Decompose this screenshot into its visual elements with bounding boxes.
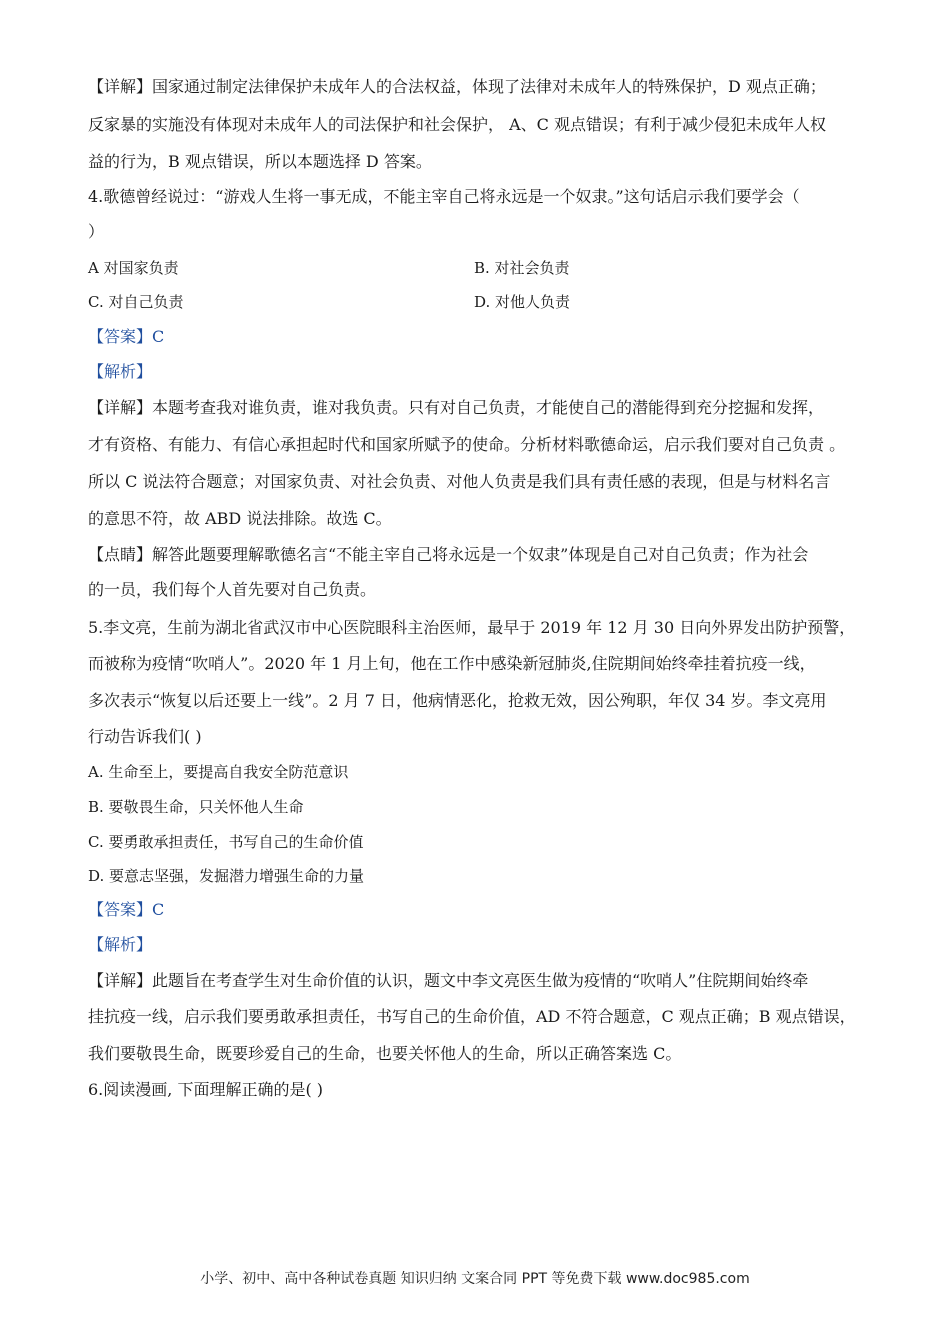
- q4-detail-line: 所以 C 说法符合题意；对国家负责、对社会负责、对他人负责是我们具有责任感的表现，但是与材料名言: [88, 472, 831, 491]
- q5-option-c: C. 要勇敢承担责任，书写自己的生命价值: [88, 833, 364, 851]
- q6-stem-line: 6.阅读漫画, 下面理解正确的是( ): [88, 1080, 324, 1099]
- q3-detail-line: 反家暴的实施没有体现对未成年人的司法保护和社会保护， A、C 观点错误；有利于减少侵犯未成年人权: [88, 115, 826, 134]
- q5-detail-line: 【详解】此题旨在考查学生对生命价值的认识，题文中李文亮医生做为疫情的“吹哨人”住院期间始终牵: [88, 971, 809, 990]
- q4-answer: 【答案】C: [88, 327, 165, 346]
- q3-detail-line: 【详解】国家通过制定法律保护未成年人的合法权益，体现了法律对未成年人的特殊保护，D 观点正确；: [88, 77, 826, 96]
- q4-stem-line: 4.歌德曾经说过：“游戏人生将一事无成，不能主宰自己将永远是一个奴隶。”这句话启示我们要学会（: [88, 187, 800, 206]
- q5-analysis-label: 【解析】: [88, 935, 153, 954]
- q5-answer: 【答案】C: [88, 900, 165, 919]
- q5-option-a: A. 生命至上，要提高自我安全防范意识: [88, 763, 349, 781]
- q4-option-b: B. 对社会负责: [474, 259, 570, 277]
- q5-stem-line: 多次表示“恢复以后还要上一线”。2 月 7 日，他病情恶化，抢救无效，因公殉职，年仅 34 岁。李文亮用: [88, 691, 827, 710]
- q5-stem-line: 5.李文亮，生前为湖北省武汉市中心医院眼科主治医师，最早于 2019 年 12 月 30 日向外界发出防护预警，: [88, 618, 856, 637]
- q4-tip-line: 【点睛】解答此题要理解歌德名言“不能主宰自己将永远是一个奴隶”体现是自己对自己负责；作为社会: [88, 545, 809, 564]
- q3-detail-line: 益的行为，B 观点错误，所以本题选择 D 答案。: [88, 152, 432, 171]
- q5-stem-line: 而被称为疫情“吹哨人”。2020 年 1 月上旬，他在工作中感染新冠肺炎,住院期间始终牵挂着抗疫一线，: [88, 654, 816, 673]
- q5-detail-line: 我们要敬畏生命，既要珍爱自己的生命，也要关怀他人的生命，所以正确答案选 C。: [88, 1044, 682, 1063]
- q5-detail-line: 挂抗疫一线，启示我们要勇敢承担责任，书写自己的生命价值，AD 不符合题意，C 观点正确；B 观点错误，: [88, 1007, 856, 1026]
- q4-stem-line: ）: [88, 222, 105, 241]
- q4-detail-line: 的意思不符，故 ABD 说法排除。故选 C。: [88, 509, 392, 528]
- q4-detail-line: 【详解】本题考查我对谁负责，谁对我负责。只有对自己负责，才能使自己的潜能得到充分挖掘和发挥，: [88, 398, 825, 417]
- q4-option-d: D. 对他人负责: [474, 293, 571, 311]
- q4-option-c: C. 对自己负责: [88, 293, 184, 311]
- page-footer: 小学、初中、高中各种试卷真题 知识归纳 文案合同 PPT 等免费下载 www.doc985.com: [200, 1271, 750, 1287]
- q5-stem-line: 行动告诉我们( ): [88, 727, 202, 746]
- q5-option-b: B. 要敬畏生命，只关怀他人生命: [88, 798, 304, 816]
- q4-tip-line: 的一员，我们每个人首先要对自己负责。: [88, 580, 377, 599]
- q4-detail-line: 才有资格、有能力、有信心承担起时代和国家所赋予的使命。分析材料歌德命运，启示我们要对自己负责 。: [88, 435, 846, 454]
- q5-option-d: D. 要意志坚强，发掘潜力增强生命的力量: [88, 867, 365, 885]
- q4-option-a: A 对国家负责: [88, 259, 179, 277]
- q4-analysis-label: 【解析】: [88, 362, 153, 381]
